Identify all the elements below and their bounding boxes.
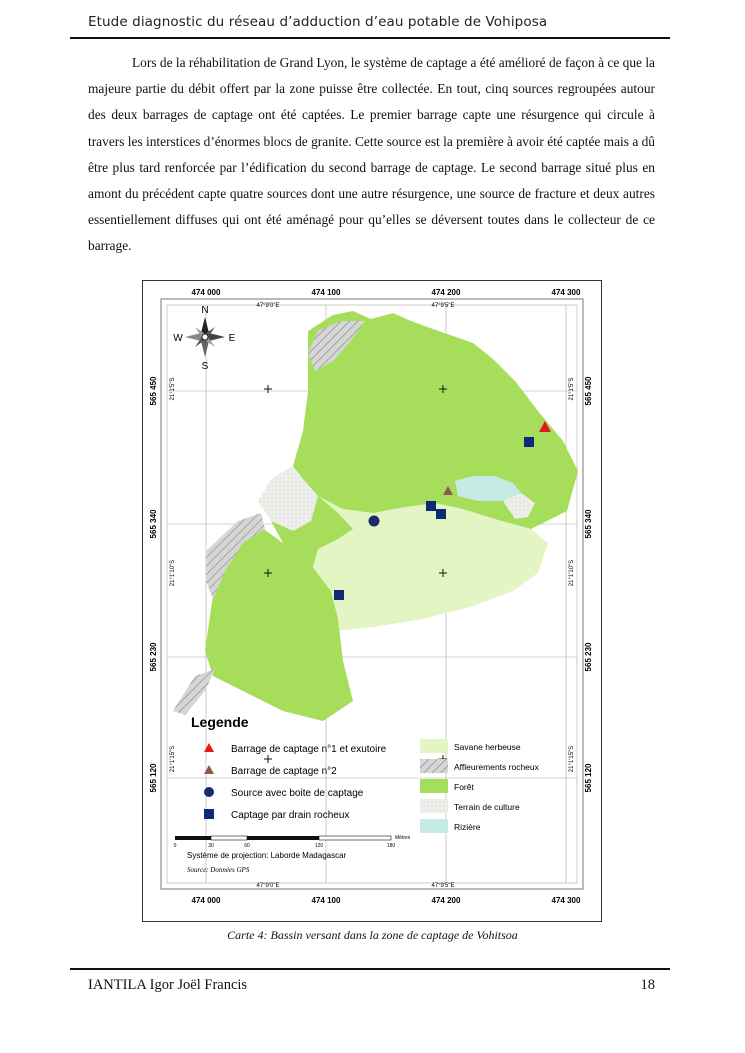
geo-y-right-2: 21°1'15"S (569, 745, 575, 773)
x-tick-top-1: 474 100 (311, 288, 341, 297)
legend-barrage-1-label: Barrage de captage n°1 et exutoire (231, 744, 387, 755)
header-rule (70, 37, 670, 39)
y-tick-left-2: 565 230 (149, 642, 158, 672)
x-tick-bottom-0: 474 000 (191, 896, 221, 905)
geo-y-left-2: 21°1'15"S (170, 745, 176, 773)
y-tick-right-2: 565 230 (584, 642, 593, 672)
scale-bar (174, 835, 411, 849)
legend-source-label: Source avec boite de captage (231, 788, 364, 799)
legend-foret-swatch (420, 779, 448, 793)
geo-y-left-1: 21°1'10"S (170, 559, 176, 587)
geo-x-top-0: 47°9'0"E (256, 303, 280, 309)
legend-savane-label: Savane herbeuse (454, 742, 521, 752)
x-tick-bottom-3: 474 300 (551, 896, 581, 905)
compass-n: N (201, 305, 209, 316)
scale-label-0: 0 (173, 843, 177, 849)
projection-text: Système de projection: Laborde Madagascar (187, 851, 347, 860)
x-tick-bottom-1: 474 100 (311, 896, 341, 905)
source-text: Source: Données GPS (187, 866, 250, 874)
y-tick-right-0: 565 450 (584, 376, 593, 406)
legend-savane-swatch (420, 739, 448, 753)
legend-foret-label: Forêt (454, 782, 474, 792)
page-header: Etude diagnostic du réseau d’adduction d’eau potable de Vohiposa (88, 14, 548, 30)
figure-caption: Carte 4: Bassin versant dans la zone de captage de Vohitsoa (227, 928, 518, 942)
source-boite-marker (369, 516, 380, 527)
geo-x-bottom-0: 47°9'0"E (256, 883, 280, 889)
compass-s: S (201, 361, 209, 372)
legend-rock-label: Affleurements rocheux (454, 762, 539, 772)
legend-barrage-2-label: Barrage de captage n°2 (231, 766, 337, 777)
map-figure (142, 280, 602, 922)
map-legend (191, 714, 540, 833)
legend-barrage-2-icon (204, 765, 214, 774)
geo-x-bottom-1: 47°9'5"E (431, 883, 455, 889)
drain-marker-3 (436, 509, 446, 519)
drain-marker-4 (334, 590, 344, 600)
drain-marker-2 (426, 501, 436, 511)
legend-source-icon (204, 787, 214, 797)
legend-drain-icon (204, 809, 214, 819)
map-svg (143, 281, 601, 921)
zone-rocks-bottom (173, 669, 215, 715)
scale-label-2: 60 (244, 843, 250, 849)
geo-y-left-0: 21°1'5"S (170, 377, 176, 401)
body-paragraph: Lors de la réhabilitation de Grand Lyon, le système de captage a été amélioré de façon à ce que la majeure partie du débit offert par la zone puisse être collectée. En tout, cinq sources regroupées autour des deux barrages de captage ont été captées. Le premier barrage capte une résurgence qui circule à travers les interstices d’énormes blocs de granite. Cette source est la première à avoir été captée mais a dû être plus tard renforcée par l’édification du second barrage de captage. Le second barrage situé plus en amont du précédent capte quatre sources dont une autre résurgence, une source de fracture et deux autres essentiellement diffuses qui ont été aménagé pour qu’elles se déversent toutes dans le collecteur de ce barrage. (88, 55, 656, 254)
footer-author: IANTILA Igor Joël Francis (88, 977, 248, 993)
y-tick-left-0: 565 450 (149, 376, 158, 406)
y-tick-left-1: 565 340 (149, 509, 158, 539)
legend-rock-swatch (420, 759, 448, 773)
compass-e: E (228, 333, 236, 344)
compass-rose-icon (173, 305, 235, 372)
legend-drain-label: Captage par drain rocheux (231, 810, 350, 821)
legend-riziere-swatch (420, 819, 448, 833)
scale-label-1: 30 (208, 843, 214, 849)
x-tick-top-3: 474 300 (551, 288, 581, 297)
legend-title: Legende (191, 714, 249, 730)
drain-marker-1 (524, 437, 534, 447)
legend-culture-label: Terrain de culture (454, 802, 520, 812)
y-tick-left-3: 565 120 (149, 763, 158, 793)
geo-y-right-0: 21°1'5"S (569, 377, 575, 401)
legend-culture-swatch (420, 799, 448, 813)
x-tick-top-2: 474 200 (431, 288, 461, 297)
y-tick-right-1: 565 340 (584, 509, 593, 539)
scale-unit: Mètres (395, 835, 411, 841)
x-tick-top-0: 474 000 (191, 288, 221, 297)
compass-w: W (173, 333, 183, 344)
x-tick-bottom-2: 474 200 (431, 896, 461, 905)
legend-riziere-label: Rizière (454, 822, 481, 832)
geo-y-right-1: 21°1'10"S (569, 559, 575, 587)
footer-rule (70, 968, 670, 970)
scale-label-4: 180 (386, 843, 396, 849)
page-number: 18 (640, 977, 655, 993)
scale-label-3: 120 (314, 843, 324, 849)
legend-barrage-1-icon (204, 743, 214, 752)
geo-x-top-1: 47°9'5"E (431, 303, 455, 309)
y-tick-right-3: 565 120 (584, 763, 593, 793)
